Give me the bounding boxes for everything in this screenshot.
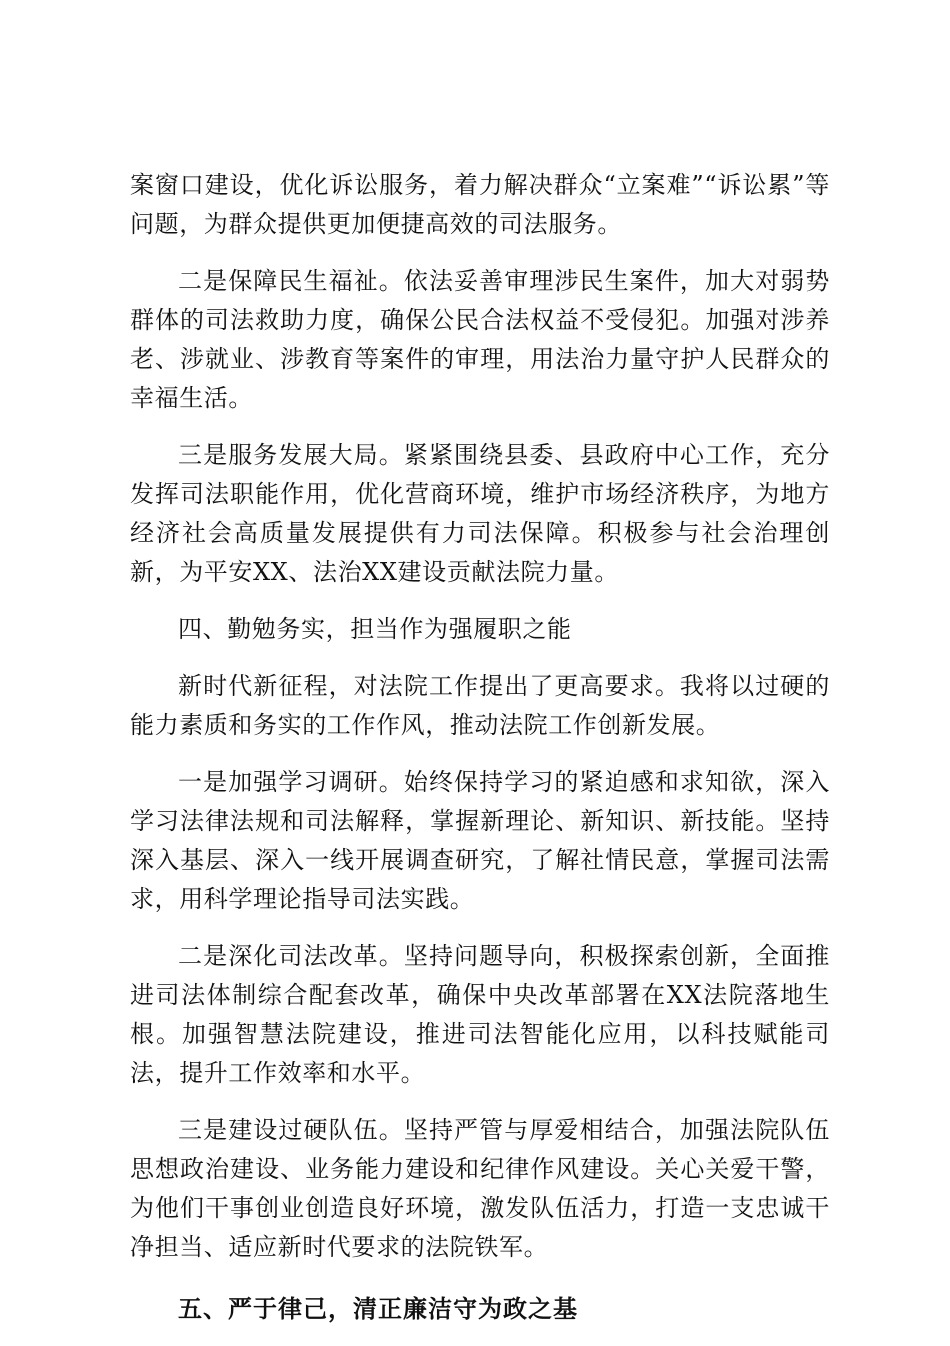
paragraph-new-era: 新时代新征程，对法院工作提出了更高要求。我将以过硬的能力素质和务实的工作作风，推动法院工作创新发展。 [130, 672, 830, 739]
paragraph-development: 三是服务发展大局。紧紧围绕县委、县政府中心工作，充分发挥司法职能作用，优化营商环境，维护市场经济秩序，为地方经济社会高质量发展提供有力司法保障。积极参与社会治理创新，为平安XX、法治XX建设贡献法院力量。 [130, 441, 830, 586]
paragraph-team: 三是建设过硬队伍。坚持严管与厚爱相结合，加强法院队伍思想政治建设、业务能力建设和纪律作风建设。关心关爱干警，为他们干事创业创造良好环境，激发队伍活力，打造一支忠诚干净担当、适应新时代要求的法院铁军。 [130, 1116, 830, 1261]
paragraph-reform: 二是深化司法改革。坚持问题导向，积极探索创新，全面推进司法体制综合配套改革，确保中央改革部署在XX法院落地生根。加强智慧法院建设，推进司法智能化应用，以科技赋能司法，提升工作效率和水平。 [130, 942, 830, 1087]
document-body [130, 166, 830, 1346]
section-heading-four: 四、勤勉务实，担当作为强履职之能 [178, 615, 572, 643]
paragraph-continuation: 案窗口建设，优化诉讼服务，着力解决群众“立案难”“诉讼累”等问题，为群众提供更加便捷高效的司法服务。 [130, 171, 830, 238]
paragraph-livelihood: 二是保障民生福祉。依法妥善审理涉民生案件，加大对弱势群体的司法救助力度，确保公民合法权益不受侵犯。加强对涉养老、涉就业、涉教育等案件的审理，用法治力量守护人民群众的幸福生活。 [130, 267, 830, 412]
section-heading-five: 五、严于律己，清正廉洁守为政之基 [178, 1294, 578, 1323]
paragraph-study: 一是加强学习调研。始终保持学习的紧迫感和求知欲，深入学习法律法规和司法解释，掌握新理论、新知识、新技能。坚持深入基层、深入一线开展调查研究，了解社情民意，掌握司法需求，用科学理论指导司法实践。 [130, 768, 830, 913]
